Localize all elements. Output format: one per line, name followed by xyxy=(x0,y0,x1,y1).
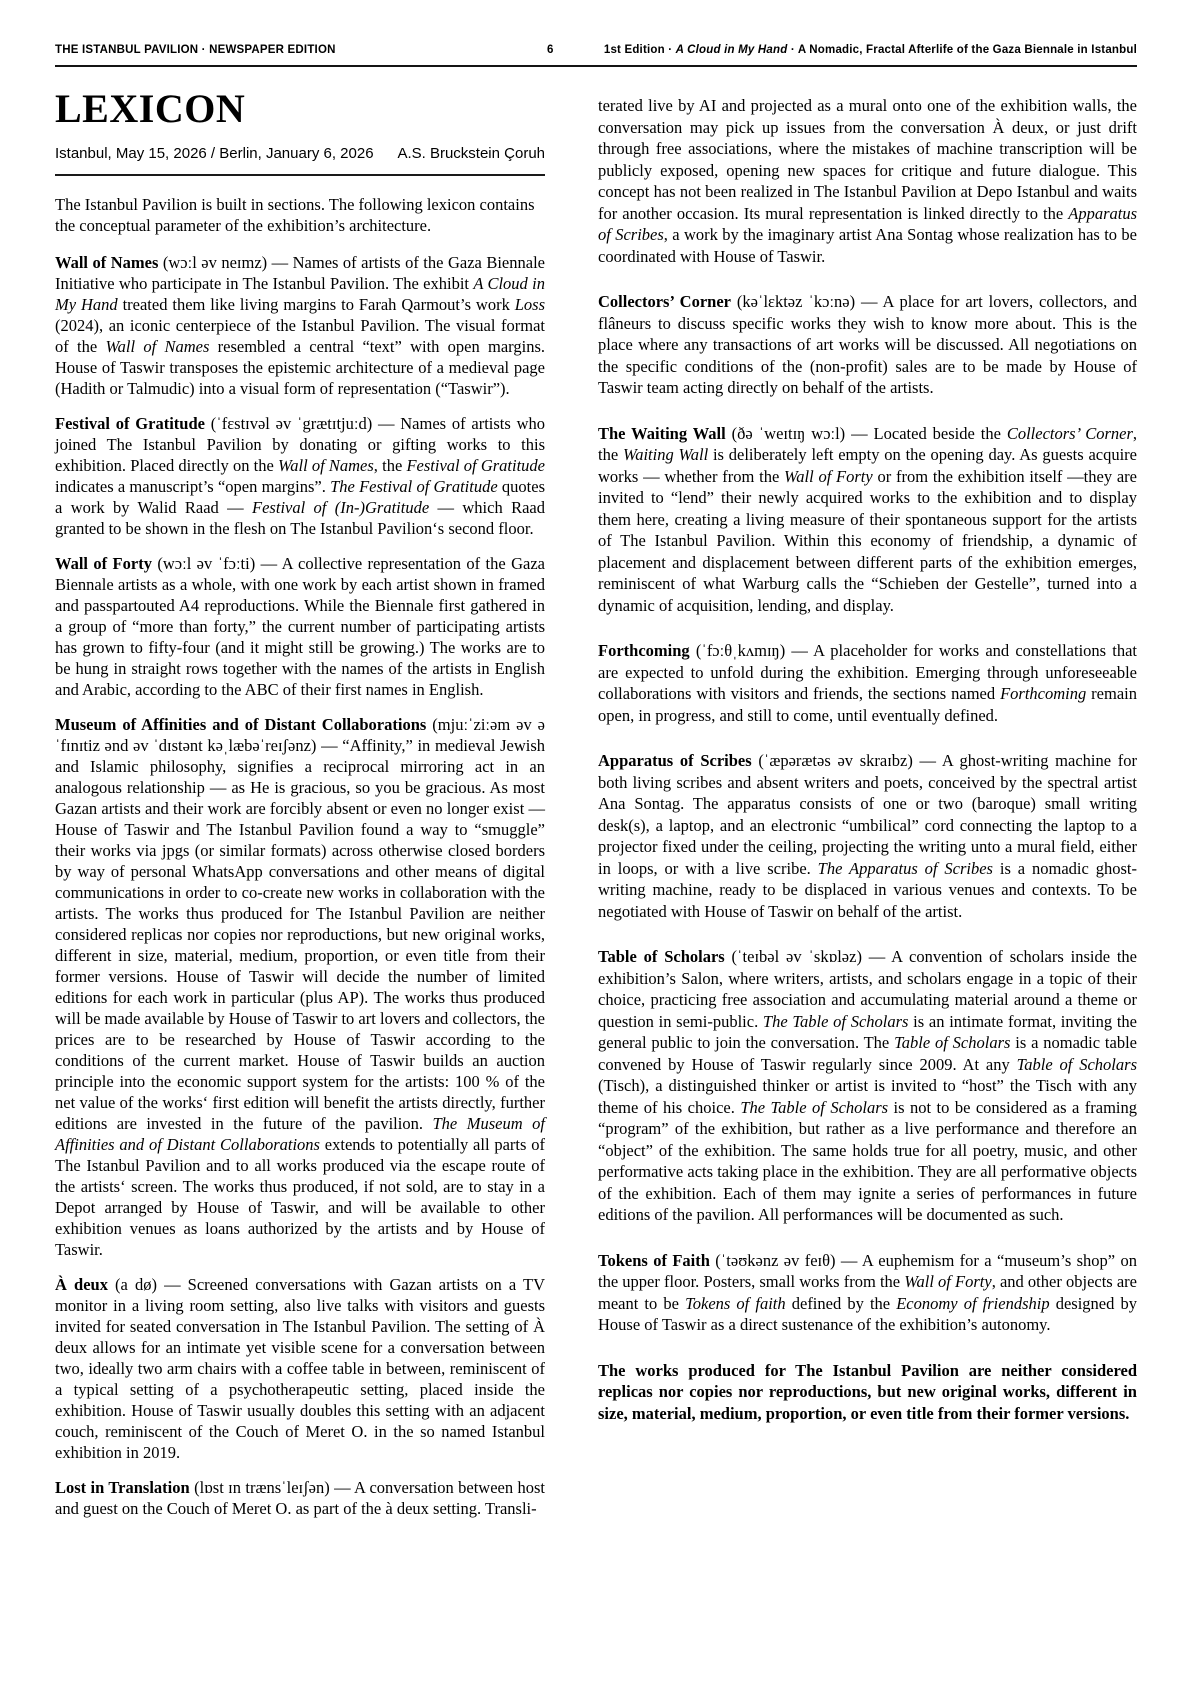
entry-term: Table of Scholars xyxy=(598,947,725,966)
edition-title xyxy=(604,44,1137,56)
text-segment: extends to potentially all parts of The Istanbul Pavilion and to all works produced via the escape route of the artists‘ screen. The works thus produced, if not sold, are to stay in a Depot arranged by House of Taswir, and will be available to other exhibition venues as loans authorized by the artists and by House of Taswir. xyxy=(55,1135,545,1259)
text-segment: A Cloud in My Hand xyxy=(675,44,788,56)
text-segment: resembled a central “text” with open margins. House of Taswir transposes the epistemic architecture of a medieval page (Hadith or Talmudic) into a visual form of representation (“Taswir”). xyxy=(55,337,546,398)
entry-term: Lost in Translation xyxy=(55,1478,190,1497)
running-header xyxy=(55,44,1137,67)
text-segment: A Cloud in My Hand xyxy=(55,274,545,314)
text-segment: (Tisch), a distinguished thinker or artist is invited to “host” the Tisch with any theme of his choice. xyxy=(598,1076,1137,1117)
text-segment: indicates a manuscript’s “open margins”. xyxy=(55,477,331,496)
text-segment: , the xyxy=(373,456,407,475)
lexicon-entry-lost-in-translation-continued xyxy=(598,95,1137,267)
text-segment: (ˈtəʊkənz əv feɪθ) — A euphemism for a “museum’s shop” on the upper floor. Posters, small works from the xyxy=(598,1250,1137,1291)
text-segment: The Table of Scholars xyxy=(762,1011,909,1031)
entry-term: Collectors’ Corner xyxy=(598,292,731,311)
lexicon-entry-collectors-corner xyxy=(598,291,1137,399)
lexicon-entry-apparatus-of-scribes xyxy=(598,750,1137,922)
lexicon-entry-festival-of-gratitude xyxy=(55,413,545,539)
text-segment: is a nomadic ghost-writing machine, ready to be displaced in various venues and contexts. To be negotiated with House of Taswir on behalf of the artist. xyxy=(598,858,1137,921)
author-byline: A.S. Bruckstein Çoruh xyxy=(397,145,545,162)
text-segment: is a nomadic table convened by House of Taswir regularly since 2009. At any xyxy=(598,1033,1137,1074)
text-segment: (2024), an iconic centerpiece of the Istanbul Pavilion. The visual format of the xyxy=(55,316,545,356)
text-segment: treated them like living margins to Farah Qarmout’s work xyxy=(117,295,515,314)
entry-term: À deux xyxy=(55,1275,108,1294)
text-segment: , the xyxy=(598,423,1137,464)
text-segment: (ˈteɪbəl əv ˈskɒləz) — A convention of scholars inside the exhibition’s Salon, where writers, artists, and scholars engage in a topic of their choice, practicing free association and accumulating material around a theme or question in semi-public. xyxy=(598,947,1138,1031)
text-segment: is an intimate format, inviting the general public to join the conversation. The xyxy=(598,1011,1137,1052)
text-segment: Festival of Gratitude xyxy=(406,456,545,475)
text-segment: Table of Scholars xyxy=(894,1033,1011,1052)
text-segment: Collectors’ Corner xyxy=(1006,423,1133,443)
text-segment: (wɔːl əv neɪmz) — Names of artists of the Gaza Biennale Initiative who participate in The Istanbul Pavilion. The exhibit xyxy=(55,253,545,293)
text-segment: designed by House of Taswir as a direct sustenance of the exhibition’s autonomy. xyxy=(598,1293,1137,1334)
lexicon-entry-closing-statement xyxy=(598,1360,1137,1425)
text-segment: · A Nomadic, Fractal Afterlife of the Gaza Biennale in Istanbul xyxy=(787,44,1137,56)
text-segment: terated live by AI and projected as a mural onto one of the exhibition walls, the conversation may pick up issues from the conversation À deux, or just drift through free associations, where the mistakes of machine transcription will be publicly exposed, opening new spaces for critique and future dialogue. This concept has not been realized in The Istanbul Pavilion at Depo Istanbul and waits for another occasion. Its mural representation is linked directly to the xyxy=(598,96,1137,223)
left-column xyxy=(55,85,545,1533)
text-segment: Table of Scholars xyxy=(1016,1054,1137,1074)
entry-term: Wall of Forty xyxy=(55,554,152,573)
text-segment: or from the exhibition itself —they are invited to “lend” their newly acquired works to the exhibition and to display them here, creating a living measure of their spontaneous support for the artists of The Istanbul Pavilion. Within this economy of friendship, a dynamic of placement and displacement between different parts of the exhibition emerges, reminiscent of what Warburg calls the “Schieben der Gestelle”, turned into a dynamic of acquisition, lending, and display. xyxy=(598,466,1137,615)
lexicon-entry-a-deux xyxy=(55,1274,545,1463)
text-segment: remain open, in progress, and still to come, until eventually defined. xyxy=(598,684,1137,725)
text-segment: Wall of Names xyxy=(105,337,210,356)
text-segment: The Table of Scholars xyxy=(740,1097,889,1117)
dateline-row xyxy=(55,145,545,176)
text-segment: Tokens of faith xyxy=(685,1293,786,1313)
entry-term: The Waiting Wall xyxy=(598,423,726,443)
text-segment: is not to be considered as a framing “program” of the exhibition, but rather as a live performance and therefore an “object” of the exhibition. The same holds true for all poetry, music, and other performative acts taking place in the exhibition. They are all performative objects of the exhibition. Each of them may ignite a series of performances in future editions of the pavilion. All performances will be documented as such. xyxy=(598,1097,1137,1224)
lexicon-entry-table-of-scholars xyxy=(598,946,1137,1226)
lexicon-entry-forthcoming xyxy=(598,640,1137,726)
lexicon-entry-lost-in-translation xyxy=(55,1477,545,1519)
text-segment: quotes a work by Walid Raad — xyxy=(55,477,545,517)
text-segment: Wall of Forty xyxy=(904,1272,992,1291)
entry-term: Tokens of Faith xyxy=(598,1250,710,1270)
page-content xyxy=(55,67,1137,1533)
entry-term: Museum of Affinities and of Distant Collaborations xyxy=(55,715,427,734)
entry-term: Apparatus of Scribes xyxy=(598,751,752,770)
text-segment: (ˈfɛstɪvəl əv ˈgrætɪtjuːd) — Names of artists who joined The Istanbul Pavilion by donating or gifting works to this exhibition. Placed directly on the xyxy=(55,414,545,475)
text-segment: , and other objects are meant to be xyxy=(598,1272,1138,1313)
text-segment: Apparatus of Scribes xyxy=(598,203,1137,244)
text-segment: (mjuːˈziːəm əv əˈfɪnɪtiz ənd əv ˈdɪstənt kəˌlæbəˈreɪʃənz) — “Affinity,” in medieval Jewish and Islamic philosophy, signifies a reciprocal mirroring act in an analogous relationship — as He is gracious, so you be gracious. As most Gazan artists and their work are forcibly absent or even no longer exist — House of Taswir and The Istanbul Pavilion found a way to “smuggle” their works via jpgs (or similar formats) across otherwise closed borders by way of personal WhatsApp conversations and other means of digital communications in order to co-create new works in collaboration with the artists. The works thus produced for The Istanbul Pavilion are neither considered replicas nor copies nor reproductions, but new original works, different in size, material, medium, proportion, or even title from their former versions. House of Taswir will decide the number of limited editions for each work in particular (plus AP). The works thus produced will be made available by House of Taswir to art lovers and collectors, the prices are to be researched by House of Taswir according to the conditions of the current market. House of Taswir builds an auction principle into the economic support system for the artists: 100 % of the net value of the works‘ first edition will benefit the artists directly, further editions are invested in the future of the pavilion. xyxy=(55,715,545,1133)
text-segment: (a dø) — Screened conversations with Gazan artists on a TV monitor in a living room setting, also live talks with visitors and guests invited for seated conversation in The Istanbul Pavilion. The setting of À deux allows for an intimate yet visible scene for a conversation between two, ideally two arm chairs with a coffee table in between, reminiscent of a typical setting of a psychotherapeutic setting, placed inside the exhibition. House of Taswir usually doubles this setting with an adjacent couch, reminiscent of the Couch of Meret O. in the so named Istanbul exhibition in 2019. xyxy=(55,1275,545,1462)
lexicon-entries-left xyxy=(55,252,545,1519)
text-segment: Loss xyxy=(514,295,546,314)
text-segment: (wɔːl əv ˈfɔːti) — A collective representation of the Gaza Biennale artists as a whole, with one work by each artist shown in framed and passpartouted A4 reproductions. While the Biennale first gathered in a group of “more than forty,” the current number of participating artists has grown to fifty-four (and it might still be growing.) The works are to be hung in straight rows together with the names of the artists in English and Arabic, according to the ABC of their first names in English. xyxy=(55,554,545,699)
edition-label: THE ISTANBUL PAVILION · NEWSPAPER EDITION xyxy=(55,44,336,56)
text-segment: Wall of Forty xyxy=(784,466,873,486)
text-segment: 1st Edition · xyxy=(603,44,676,56)
text-segment: , a work by the imaginary artist Ana Sontag whose realization has to be coordinated with House of Taswir. xyxy=(598,225,1137,266)
page-number: 6 xyxy=(547,44,554,56)
text-segment: — which Raad granted to be shown in the flesh on The Istanbul Pavilion‘s second floor. xyxy=(55,498,545,538)
text-segment: The Festival of Gratitude xyxy=(330,477,498,496)
text-segment: is deliberately left empty on the opening day. As guests acquire works — whether from the xyxy=(598,445,1137,486)
intro-paragraph: The Istanbul Pavilion is built in sections. The following lexicon contains the conceptual parameter of the exhibition’s architecture. xyxy=(55,195,535,235)
entry-term: Wall of Names xyxy=(55,253,159,272)
text-segment: (ðə ˈweɪtɪŋ wɔːl) — Located beside the xyxy=(725,423,1007,443)
text-segment: (kəˈlɛktəz ˈkɔːnə) — A place for art lovers, collectors, and flâneurs to discuss specific works they wish to know more about. This is the place where any transactions of art works will be discussed. All negotiations on the specific conditions of the (non-profit) sales are to be made by House of Taswir team acting directly on behalf of the artists. xyxy=(598,292,1138,397)
text-segment: Festival of (In-)Gratitude xyxy=(252,498,430,517)
text-segment: Economy of friendship xyxy=(896,1293,1050,1313)
page-title: LEXICON xyxy=(55,86,246,131)
entry-term: The works produced for The Istanbul Pavilion are neither considered replicas nor copies nor reproductions, but new original works, different in size, material, medium, proportion, or even title from their former versions. xyxy=(598,1360,1137,1423)
text-segment: Forthcoming xyxy=(1000,684,1087,703)
lexicon-entries-right xyxy=(598,95,1137,1424)
text-segment: (lɒst ɪn trænsˈleɪʃən) — A conversation between host and guest on the Couch of Meret O. as part of the à deux setting. Transli- xyxy=(55,1478,545,1518)
text-segment: (ˈæpərætəs əv skraɪbz) — A ghost-writing machine for both living scribes and absent writers and poets, conceived by the spectral artist Ana Sontag. The apparatus consists of one or two (baroque) small writing desk(s), a laptop, and an electronic “umbilical” cord connecting the laptop to a projector fixed under the ceiling, projecting the writing unto a mural field, either in loops, or with a live scribe. xyxy=(598,751,1137,878)
lexicon-entry-wall-of-names xyxy=(55,252,545,399)
dateline: Istanbul, May 15, 2026 / Berlin, January 6, 2026 xyxy=(55,145,374,162)
text-segment: The Museum of Affinities and of Distant Collaborations xyxy=(55,1114,545,1154)
text-segment: Waiting Wall xyxy=(622,445,709,464)
lexicon-entry-wall-of-forty xyxy=(55,553,545,700)
lexicon-entry-tokens-of-faith xyxy=(598,1250,1137,1336)
text-segment: The Apparatus of Scribes xyxy=(817,858,993,878)
lexicon-entry-the-waiting-wall xyxy=(598,423,1137,617)
text-segment: (ˈfɔːθˌkʌmɪŋ) — A placeholder for works and constellations that are expected to unfold during the exhibition. Emerging through unforeseeable collaborations with visitors and friends, the sections named xyxy=(598,641,1137,703)
text-segment: Wall of Names xyxy=(278,456,374,475)
right-column xyxy=(598,85,1137,1533)
text-segment: defined by the xyxy=(785,1293,897,1313)
entry-term: Forthcoming xyxy=(598,641,690,660)
entry-term: Festival of Gratitude xyxy=(55,414,205,433)
lexicon-entry-museum-of-affinities xyxy=(55,714,545,1260)
